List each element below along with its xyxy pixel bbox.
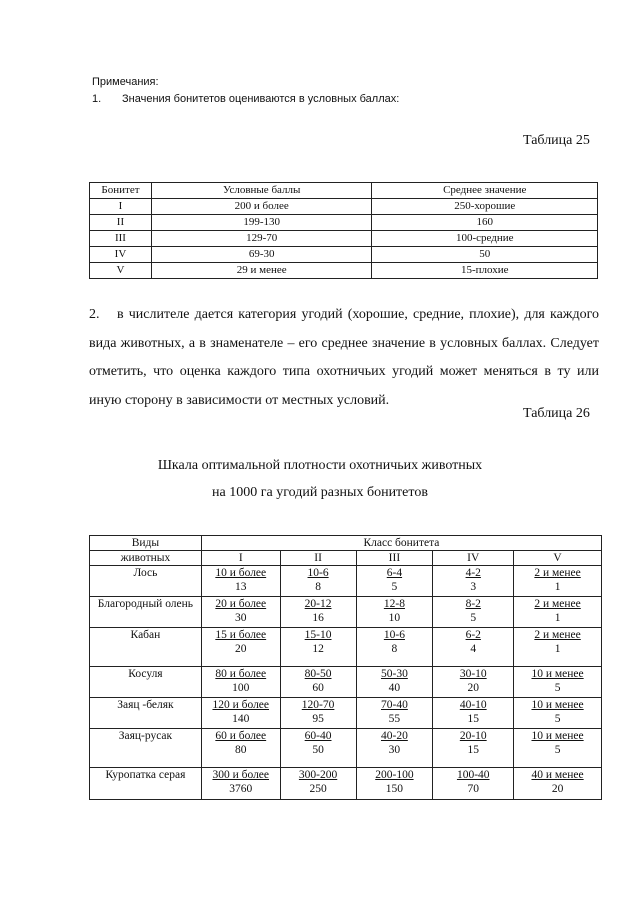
density-average: 3760 [229, 783, 253, 795]
table25-cell: 15-плохие [372, 263, 598, 279]
density-range: 2 и менее [534, 567, 581, 579]
density-cell [356, 698, 433, 729]
table26-title-line1: Шкала оптимальной плотности охотничьих животных [157, 458, 483, 473]
density-average: 8 [391, 643, 398, 655]
density-average: 5 [554, 682, 561, 694]
density-average: 150 [385, 783, 404, 795]
density-range: 10-6 [383, 629, 405, 641]
density-cell [356, 597, 433, 628]
density-cell [201, 597, 280, 628]
table25-cell: III [90, 231, 152, 247]
table-row [90, 597, 602, 628]
table26 [89, 535, 602, 800]
density-cell [356, 768, 433, 800]
table25-cell: 29 и менее [151, 263, 372, 279]
table25-cell: 200 и более [151, 199, 372, 215]
density-average: 100 [232, 682, 250, 694]
density-average: 16 [312, 612, 324, 624]
density-average: 80 [235, 744, 247, 756]
table25-cell: II [90, 215, 152, 231]
density-average: 55 [388, 713, 401, 725]
density-range: 40 и менее [531, 769, 584, 781]
density-range: 20-10 [459, 730, 487, 742]
density-cell [201, 628, 280, 667]
density-range: 60-40 [304, 730, 332, 742]
table-row [90, 199, 598, 215]
species-name: Заяц -беляк [90, 698, 202, 729]
density-cell [514, 597, 602, 628]
table25-header-row [90, 183, 598, 199]
density-range: 10 и более [215, 567, 267, 579]
table25-cell: 50 [372, 247, 598, 263]
density-range: 60 и более [215, 730, 267, 742]
density-range: 30-10 [459, 668, 487, 680]
density-range: 15-10 [304, 629, 332, 641]
density-cell [280, 566, 356, 597]
density-average: 4 [470, 643, 477, 655]
table-row [90, 215, 598, 231]
density-cell [356, 566, 433, 597]
density-cell [356, 628, 433, 667]
density-average: 3 [470, 581, 477, 593]
table-row [90, 729, 602, 768]
density-range: 8-2 [465, 598, 481, 610]
table25-cell: 129-70 [151, 231, 372, 247]
density-average: 20 [551, 783, 564, 795]
density-range: 100-40 [456, 769, 490, 781]
density-cell [514, 667, 602, 698]
density-average: 15 [467, 713, 479, 725]
paragraph-number: 2. [89, 307, 100, 322]
species-name: Заяц-русак [90, 729, 202, 768]
density-cell [514, 729, 602, 768]
density-cell [433, 628, 514, 667]
density-cell [201, 729, 280, 768]
density-range: 2 и менее [534, 629, 581, 641]
density-cell [201, 667, 280, 698]
density-cell [201, 768, 280, 800]
density-cell [433, 729, 514, 768]
notes-item-number: 1. [92, 93, 102, 105]
species-name: Косуля [90, 667, 202, 698]
species-name: Куропатка серая [90, 768, 202, 800]
density-average: 5 [391, 581, 398, 593]
table25-cell: 250-хорошие [372, 199, 598, 215]
table25-cell: 199-130 [151, 215, 372, 231]
table-row [90, 698, 602, 729]
table-row [90, 628, 602, 667]
class-label: III [356, 551, 433, 566]
species-name: Кабан [90, 628, 202, 667]
notes-item-1 [92, 93, 399, 105]
density-cell [201, 566, 280, 597]
density-cell [201, 698, 280, 729]
density-average: 12 [312, 643, 324, 655]
paragraph-text: в числителе дается категория угодий (хорошие, средние, плохие), для каждого вида животных, а в знаменателе – его среднее значение в условных баллах. Следует отметить, что оценка каждого типа охотничьих угодий может меняться в ту или иную сторону в зависимости от местных условий. [89, 307, 599, 408]
table25-caption: Таблица 25 [523, 133, 590, 148]
table26-caption: Таблица 26 [523, 406, 590, 421]
density-range: 20-12 [304, 598, 332, 610]
species-name: Лось [90, 566, 202, 597]
density-range: 200-100 [375, 769, 414, 781]
density-average: 1 [554, 612, 561, 624]
species-header: Виды [90, 536, 202, 551]
density-range: 6-2 [465, 629, 481, 641]
class-label: I [201, 551, 280, 566]
density-range: 80-50 [304, 668, 332, 680]
density-cell [433, 667, 514, 698]
class-header: Класс бонитета [201, 536, 601, 551]
density-range: 10 и менее [531, 699, 584, 711]
density-cell [280, 698, 356, 729]
density-cell [280, 667, 356, 698]
density-average: 30 [235, 612, 247, 624]
density-average: 8 [315, 581, 321, 593]
table26-title-line2: на 1000 га угодий разных бонитетов [212, 485, 428, 500]
density-range: 2 и менее [534, 598, 581, 610]
density-average: 20 [467, 682, 479, 694]
density-cell [514, 628, 602, 667]
density-cell [514, 698, 602, 729]
density-range: 10 и менее [531, 668, 584, 680]
density-range: 120-70 [301, 699, 335, 711]
table25-cell: IV [90, 247, 152, 263]
density-average: 250 [309, 783, 327, 795]
density-average: 95 [312, 713, 324, 725]
density-range: 15 и более [215, 629, 267, 641]
density-range: 40-10 [459, 699, 487, 711]
density-cell [433, 698, 514, 729]
density-average: 140 [232, 713, 250, 725]
table25-header-cell: Среднее значение [372, 183, 598, 199]
table25-header-cell: Условные баллы [151, 183, 372, 199]
table25-header-cell: Бонитет [90, 183, 152, 199]
density-cell [514, 566, 602, 597]
table25-cell: 100-средние [372, 231, 598, 247]
density-average: 50 [312, 744, 324, 756]
density-range: 80 и более [215, 668, 267, 680]
density-average: 1 [554, 643, 561, 655]
density-cell [433, 597, 514, 628]
table25-cell: I [90, 199, 152, 215]
density-range: 12-8 [383, 598, 405, 610]
density-average: 10 [388, 612, 401, 624]
density-range: 10 и менее [531, 730, 584, 742]
table-row [90, 231, 598, 247]
density-cell [433, 566, 514, 597]
density-average: 40 [388, 682, 401, 694]
table-row [90, 566, 602, 597]
table25 [89, 182, 598, 279]
density-average: 5 [470, 612, 477, 624]
species-name: Благородный олень [90, 597, 202, 628]
species-header-line2: животных [90, 551, 202, 566]
table-row [90, 667, 602, 698]
density-cell [280, 597, 356, 628]
table-row [90, 263, 598, 279]
density-range: 300-200 [298, 769, 338, 781]
density-cell [280, 729, 356, 768]
table-row [90, 247, 598, 263]
density-cell [356, 729, 433, 768]
density-cell [280, 768, 356, 800]
density-average: 60 [312, 682, 324, 694]
table25-cell: 160 [372, 215, 598, 231]
density-range: 120 и более [212, 699, 270, 711]
density-average: 30 [388, 744, 401, 756]
density-cell [514, 768, 602, 800]
paragraph-2 [89, 301, 599, 415]
class-label: IV [433, 551, 514, 566]
density-average: 70 [467, 783, 479, 795]
notes-title: Примечания: [92, 76, 159, 88]
class-label: V [514, 551, 602, 566]
density-cell [433, 768, 514, 800]
density-range: 40-20 [380, 730, 408, 742]
table25-cell: V [90, 263, 152, 279]
density-range: 300 и более [212, 769, 270, 781]
density-range: 4-2 [465, 567, 481, 579]
density-range: 50-30 [380, 668, 408, 680]
density-range: 10-6 [307, 567, 329, 579]
density-average: 15 [467, 744, 479, 756]
notes-item-text: Значения бонитетов оцениваются в условных баллах: [122, 93, 400, 105]
density-average: 5 [554, 713, 561, 725]
density-range: 70-40 [380, 699, 408, 711]
class-label: II [280, 551, 356, 566]
table25-cell: 69-30 [151, 247, 372, 263]
density-cell [280, 628, 356, 667]
density-average: 5 [554, 744, 561, 756]
density-range: 20 и более [215, 598, 267, 610]
density-average: 20 [235, 643, 247, 655]
density-average: 1 [554, 581, 561, 593]
density-average: 13 [235, 581, 247, 593]
density-range: 6-4 [386, 567, 403, 579]
density-cell [356, 667, 433, 698]
table-row [90, 768, 602, 800]
